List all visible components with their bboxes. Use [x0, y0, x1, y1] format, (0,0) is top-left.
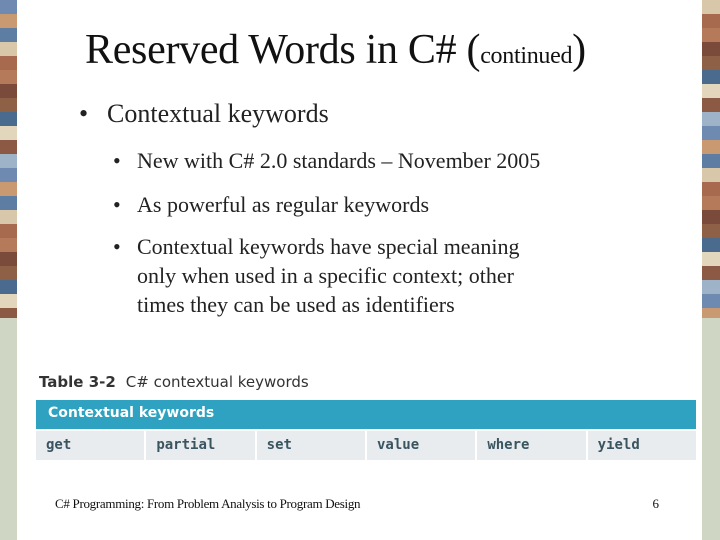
side-image-right	[702, 0, 720, 318]
side-image-segment	[0, 252, 17, 266]
slide	[17, 0, 702, 540]
side-image-segment	[702, 210, 720, 224]
sub-bullet-line: Contextual keywords have special meaning	[137, 234, 520, 259]
table-cell: partial	[146, 431, 254, 460]
side-image-segment	[0, 56, 17, 70]
table-cell: set	[257, 431, 365, 460]
sub-bullet-powerful	[113, 190, 429, 219]
bullet-dot: •	[79, 99, 89, 128]
table-cell: yield	[588, 431, 696, 460]
side-image-segment	[702, 266, 720, 280]
bullet-text: Contextual keywords	[107, 99, 329, 128]
side-image-segment	[702, 280, 720, 294]
side-image-segment	[0, 294, 17, 308]
side-image-segment	[702, 308, 720, 318]
side-image-segment	[0, 84, 17, 98]
bullet-dot: •	[113, 148, 121, 173]
side-image-segment	[0, 42, 17, 56]
sub-bullet-new	[113, 146, 540, 175]
side-image-left	[0, 0, 17, 318]
side-panel-left	[0, 318, 17, 540]
side-image-segment	[0, 266, 17, 280]
side-image-segment	[0, 0, 17, 14]
side-image-segment	[0, 196, 17, 210]
slide-title	[85, 26, 586, 74]
side-image-segment	[702, 98, 720, 112]
table-number: Table 3-2	[39, 373, 116, 391]
side-image-segment	[0, 154, 17, 168]
table-cell: where	[477, 431, 585, 460]
side-image-segment	[702, 126, 720, 140]
side-image-segment	[702, 196, 720, 210]
table-caption	[39, 373, 309, 391]
side-image-segment	[0, 98, 17, 112]
side-panel-right	[702, 318, 720, 540]
sub-bullet-text: As powerful as regular keywords	[137, 192, 430, 217]
table-header: Contextual keywords	[36, 400, 696, 431]
side-image-segment	[702, 154, 720, 168]
side-image-segment	[0, 168, 17, 182]
side-image-segment	[0, 140, 17, 154]
table-row	[36, 431, 696, 460]
keywords-table	[36, 400, 696, 460]
side-image-segment	[702, 252, 720, 266]
side-image-segment	[702, 294, 720, 308]
sub-bullet-line: times they can be used as identifiers	[137, 292, 455, 317]
side-image-segment	[702, 238, 720, 252]
side-image-segment	[0, 14, 17, 28]
footer-text: C# Programming: From Problem Analysis to Program Design	[55, 496, 361, 511]
side-image-segment	[702, 14, 720, 28]
bullet-dot: •	[113, 234, 121, 259]
side-image-segment	[702, 168, 720, 182]
side-image-segment	[0, 126, 17, 140]
side-image-segment	[702, 28, 720, 42]
side-image-segment	[0, 308, 17, 318]
side-image-segment	[702, 140, 720, 154]
side-image-segment	[0, 224, 17, 238]
title-main: Reserved Words in C# (	[85, 27, 481, 73]
side-image-segment	[702, 224, 720, 238]
bullet-contextual-keywords	[79, 99, 329, 129]
sub-bullet-special-meaning	[113, 232, 633, 319]
side-image-segment	[702, 182, 720, 196]
side-image-segment	[0, 210, 17, 224]
side-image-segment	[702, 0, 720, 14]
sub-bullet-text: New with C# 2.0 standards – November 2005	[137, 148, 541, 173]
bullet-dot: •	[113, 192, 121, 217]
page-number: 6	[652, 496, 659, 511]
side-image-segment	[0, 238, 17, 252]
table-caption-text: C# contextual keywords	[125, 373, 309, 391]
side-image-segment	[702, 70, 720, 84]
side-image-segment	[0, 112, 17, 126]
side-image-segment	[702, 84, 720, 98]
table-cell: value	[367, 431, 475, 460]
side-image-segment	[0, 70, 17, 84]
title-close: )	[572, 27, 586, 73]
side-image-segment	[702, 42, 720, 56]
side-image-segment	[0, 182, 17, 196]
side-image-segment	[0, 28, 17, 42]
side-image-segment	[702, 112, 720, 126]
side-image-segment	[702, 56, 720, 70]
table-cell: get	[36, 431, 144, 460]
title-continued: continued	[480, 43, 573, 69]
side-image-segment	[0, 280, 17, 294]
sub-bullet-line: only when used in a specific context; other	[137, 263, 514, 288]
